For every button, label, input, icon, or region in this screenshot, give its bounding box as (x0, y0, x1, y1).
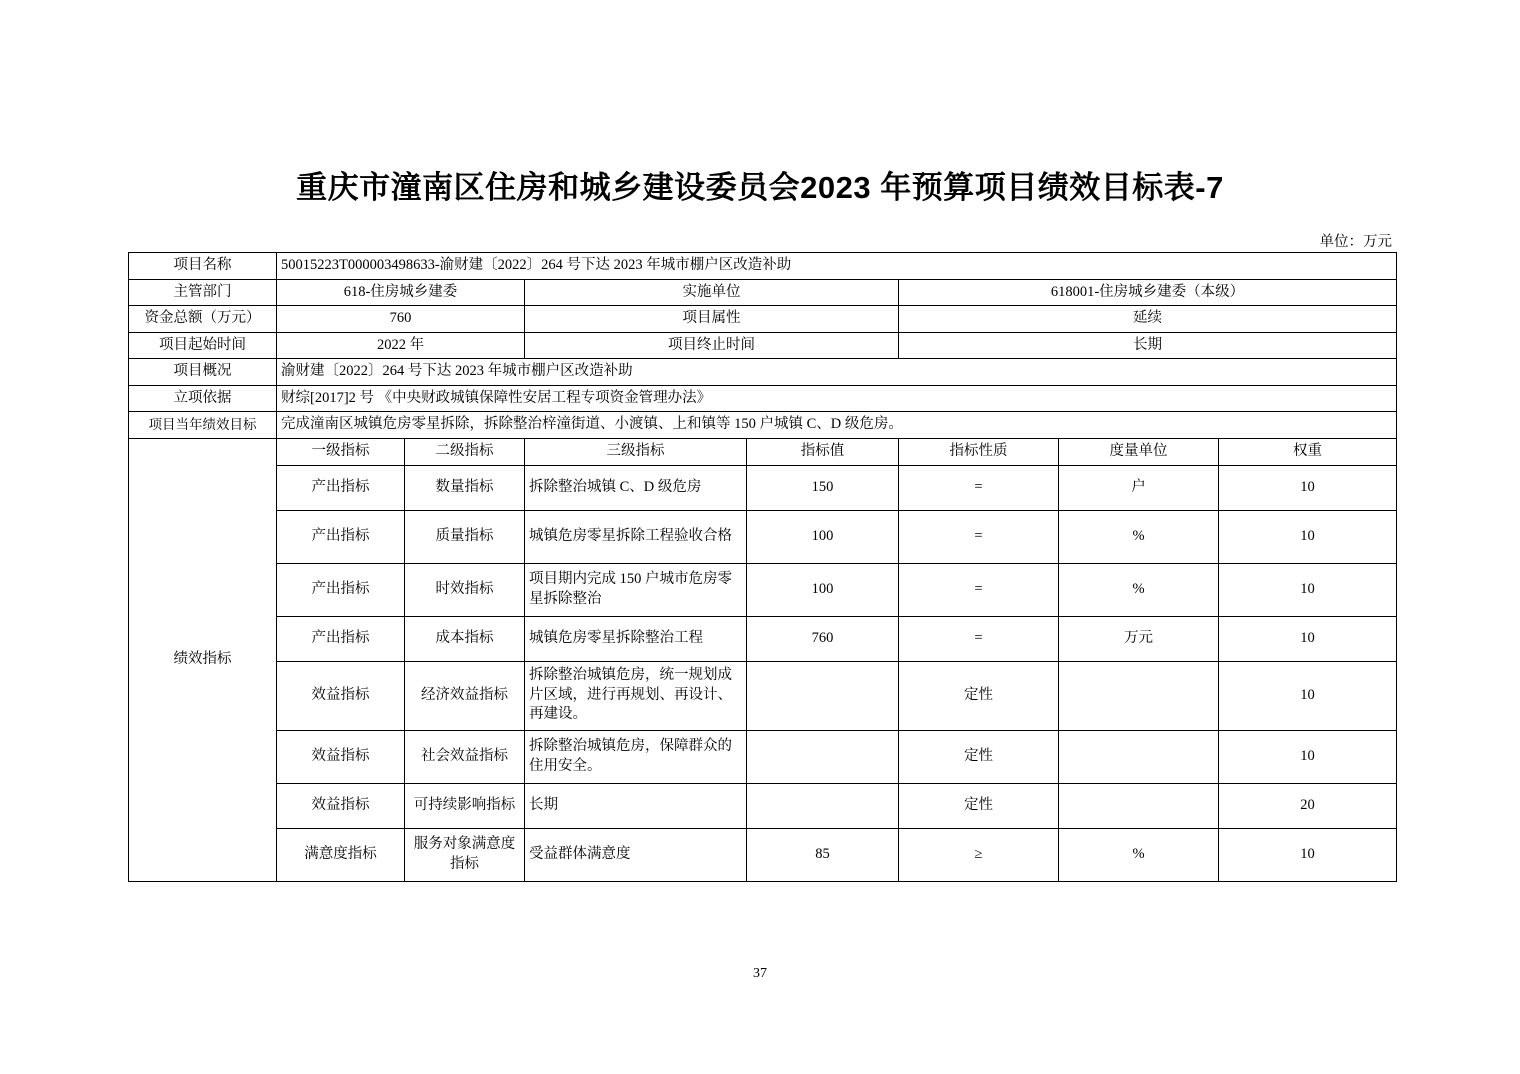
cell-weight: 10 (1219, 730, 1397, 783)
cell-nature: ≥ (899, 828, 1059, 881)
cell-level1: 产出指标 (277, 510, 405, 563)
cell-unit: % (1059, 510, 1219, 563)
unit-note: 单位：万元 (1319, 234, 1392, 250)
cell-level1: 产出指标 (277, 465, 405, 510)
end-time-label: 项目终止时间 (525, 332, 899, 359)
table-row-project-name (129, 253, 1397, 280)
cell-level2: 质量指标 (405, 510, 525, 563)
cell-level1: 产出指标 (277, 563, 405, 616)
table-row-indicator-headers (129, 438, 1397, 465)
table-row (129, 563, 1397, 616)
cell-weight: 10 (1219, 510, 1397, 563)
overview-value: 渝财建〔2022〕264 号下达 2023 年城市棚户区改造补助 (277, 359, 1397, 386)
cell-unit (1059, 783, 1219, 828)
header-nature: 指标性质 (899, 438, 1059, 465)
table-row (129, 616, 1397, 661)
cell-level3: 项目期内完成 150 户城市危房零星拆除整治 (525, 563, 747, 616)
cell-unit: % (1059, 828, 1219, 881)
cell-nature: 定性 (899, 730, 1059, 783)
cell-level3: 拆除整治城镇危房，保障群众的住用安全。 (525, 730, 747, 783)
header-level3: 三级指标 (525, 438, 747, 465)
table-row (129, 465, 1397, 510)
table-row (129, 828, 1397, 881)
cell-level2: 成本指标 (405, 616, 525, 661)
cell-level2: 服务对象满意度指标 (405, 828, 525, 881)
cell-level1: 满意度指标 (277, 828, 405, 881)
dept-label: 主管部门 (129, 279, 277, 306)
table-row-fund (129, 306, 1397, 333)
table-row-basis (129, 385, 1397, 412)
impl-unit-value: 618001-住房城乡建委（本级） (899, 279, 1397, 306)
cell-value (747, 730, 899, 783)
project-attr-label: 项目属性 (525, 306, 899, 333)
cell-weight: 10 (1219, 661, 1397, 730)
basis-value: 财综[2017]2 号 《中央财政城镇保障性安居工程专项资金管理办法》 (277, 385, 1397, 412)
cell-level3: 城镇危房零星拆除整治工程 (525, 616, 747, 661)
page-number: 37 (753, 966, 767, 981)
dept-value: 618-住房城乡建委 (277, 279, 525, 306)
cell-level1: 效益指标 (277, 661, 405, 730)
start-time-label: 项目起始时间 (129, 332, 277, 359)
indicators-section-label: 绩效指标 (129, 438, 277, 881)
page-title: 重庆市潼南区住房和城乡建设委员会2023 年预算项目绩效目标表-7 (296, 170, 1224, 205)
table-row (129, 510, 1397, 563)
cell-level2: 可持续影响指标 (405, 783, 525, 828)
cell-level3: 受益群体满意度 (525, 828, 747, 881)
table-row (129, 730, 1397, 783)
header-weight: 权重 (1219, 438, 1397, 465)
header-level1: 一级指标 (277, 438, 405, 465)
cell-level3: 长期 (525, 783, 747, 828)
project-attr-value: 延续 (899, 306, 1397, 333)
table-row (129, 661, 1397, 730)
cell-unit (1059, 730, 1219, 783)
year-goal-label: 项目当年绩效目标 (129, 412, 277, 439)
cell-unit: 万元 (1059, 616, 1219, 661)
header-value: 指标值 (747, 438, 899, 465)
table-row-dept (129, 279, 1397, 306)
fund-total-label: 资金总额（万元） (129, 306, 277, 333)
cell-value: 85 (747, 828, 899, 881)
header-unit: 度量单位 (1059, 438, 1219, 465)
cell-level2: 时效指标 (405, 563, 525, 616)
cell-level2: 经济效益指标 (405, 661, 525, 730)
year-goal-value: 完成潼南区城镇危房零星拆除，拆除整治梓潼街道、小渡镇、上和镇等 150 户城镇 C、D 级危房。 (277, 412, 1397, 439)
cell-unit: 户 (1059, 465, 1219, 510)
cell-value: 760 (747, 616, 899, 661)
cell-value (747, 661, 899, 730)
cell-nature: 定性 (899, 783, 1059, 828)
project-name-value: 50015223T000003498633-渝财建〔2022〕264 号下达 2023 年城市棚户区改造补助 (277, 253, 1397, 280)
cell-nature: = (899, 616, 1059, 661)
basis-label: 立项依据 (129, 385, 277, 412)
impl-unit-label: 实施单位 (525, 279, 899, 306)
cell-weight: 20 (1219, 783, 1397, 828)
cell-level2: 数量指标 (405, 465, 525, 510)
table-row-year-goal (129, 412, 1397, 439)
fund-total-value: 760 (277, 306, 525, 333)
cell-nature: 定性 (899, 661, 1059, 730)
table-row-time (129, 332, 1397, 359)
cell-nature: = (899, 563, 1059, 616)
header-level2: 二级指标 (405, 438, 525, 465)
cell-value: 100 (747, 563, 899, 616)
cell-unit (1059, 661, 1219, 730)
start-time-value: 2022 年 (277, 332, 525, 359)
cell-weight: 10 (1219, 616, 1397, 661)
table-row (129, 783, 1397, 828)
cell-unit: % (1059, 563, 1219, 616)
cell-value: 100 (747, 510, 899, 563)
cell-nature: = (899, 510, 1059, 563)
cell-level3: 拆除整治城镇 C、D 级危房 (525, 465, 747, 510)
cell-value: 150 (747, 465, 899, 510)
cell-level3: 城镇危房零星拆除工程验收合格 (525, 510, 747, 563)
overview-label: 项目概况 (129, 359, 277, 386)
cell-level3: 拆除整治城镇危房，统一规划成片区域，进行再规划、再设计、再建设。 (525, 661, 747, 730)
cell-weight: 10 (1219, 828, 1397, 881)
cell-level1: 产出指标 (277, 616, 405, 661)
cell-weight: 10 (1219, 465, 1397, 510)
cell-level1: 效益指标 (277, 783, 405, 828)
performance-target-table (128, 252, 1397, 882)
end-time-value: 长期 (899, 332, 1397, 359)
cell-level1: 效益指标 (277, 730, 405, 783)
table-row-overview (129, 359, 1397, 386)
cell-value (747, 783, 899, 828)
project-name-label: 项目名称 (129, 253, 277, 280)
cell-nature: = (899, 465, 1059, 510)
cell-weight: 10 (1219, 563, 1397, 616)
cell-level2: 社会效益指标 (405, 730, 525, 783)
